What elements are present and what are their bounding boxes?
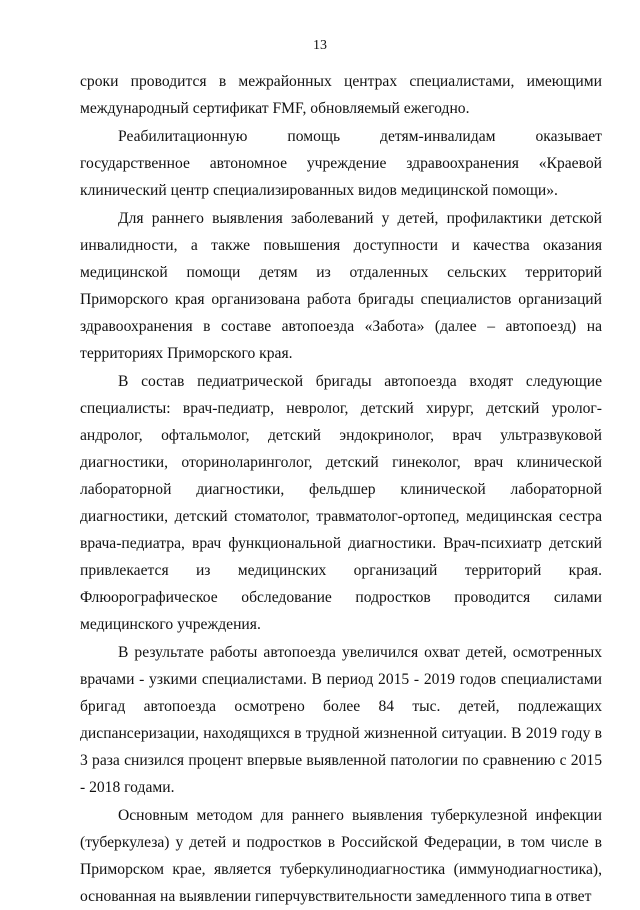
paragraph-4: В состав педиатрической бригады автопоезда входят следующие специалисты: врач-педиатр, невролог, детский хирург, детский уролог-андролог, офтальмолог, детский эндокринолог, врач ультразвуковой диагностики, оториноларинголог, детский гинеколог, врач клинической лабораторной диагностики, фельдшер клинической лабораторной диагностики, детский стоматолог, травматолог-ортопед, медицинская сестра врача-педиатра, врач функциональной диагностики. Врач-психиатр детский привлекается из медицинских организаций территорий края. Флюорографическое обследование подростков проводится силами медицинского учреждения. bbox=[80, 373, 602, 633]
paragraph-3: Для раннего выявления заболеваний у детей, профилактики детской инвалидности, а также повышения доступности и качества оказания медицинской помощи детям из отдаленных сельских территорий Приморского края организована работа бригады специалистов организаций здравоохранения в составе автопоезда «Забота» (далее – автопоезд) на территориях Приморского края. bbox=[80, 210, 602, 362]
page-number: 13 bbox=[313, 38, 327, 53]
paragraph-2: Реабилитационную помощь детям-инвалидам оказывает государственное автономное учреждение здравоохранения «Краевой клинический центр специализированных видов медицинской помощи». bbox=[80, 128, 602, 199]
paragraph-1: сроки проводится в межрайонных центрах специалистами, имеющими международный сертификат FMF, обновляемый ежегодно. bbox=[80, 73, 602, 117]
paragraph-6: Основным методом для раннего выявления туберкулезной инфекции (туберкулеза) у детей и подростков в Российской Федерации, в том числе в Приморском крае, является туберкулинодиагностика (иммунодиагностика), основанная на выявлении гиперчувствительности замедленного типа в ответ bbox=[80, 807, 602, 905]
document-body bbox=[80, 68, 602, 910]
paragraph-5: В результате работы автопоезда увеличился охват детей, осмотренных врачами - узкими специалистами. В период 2015 - 2019 годов специалистами бригад автопоезда осмотрено более 84 тыс. детей, подлежащих диспансеризации, находящихся в трудной жизненной ситуации. В 2019 году в 3 раза снизился процент впервые выявленной патологии по сравнению с 2015 - 2018 годами. bbox=[80, 644, 602, 796]
